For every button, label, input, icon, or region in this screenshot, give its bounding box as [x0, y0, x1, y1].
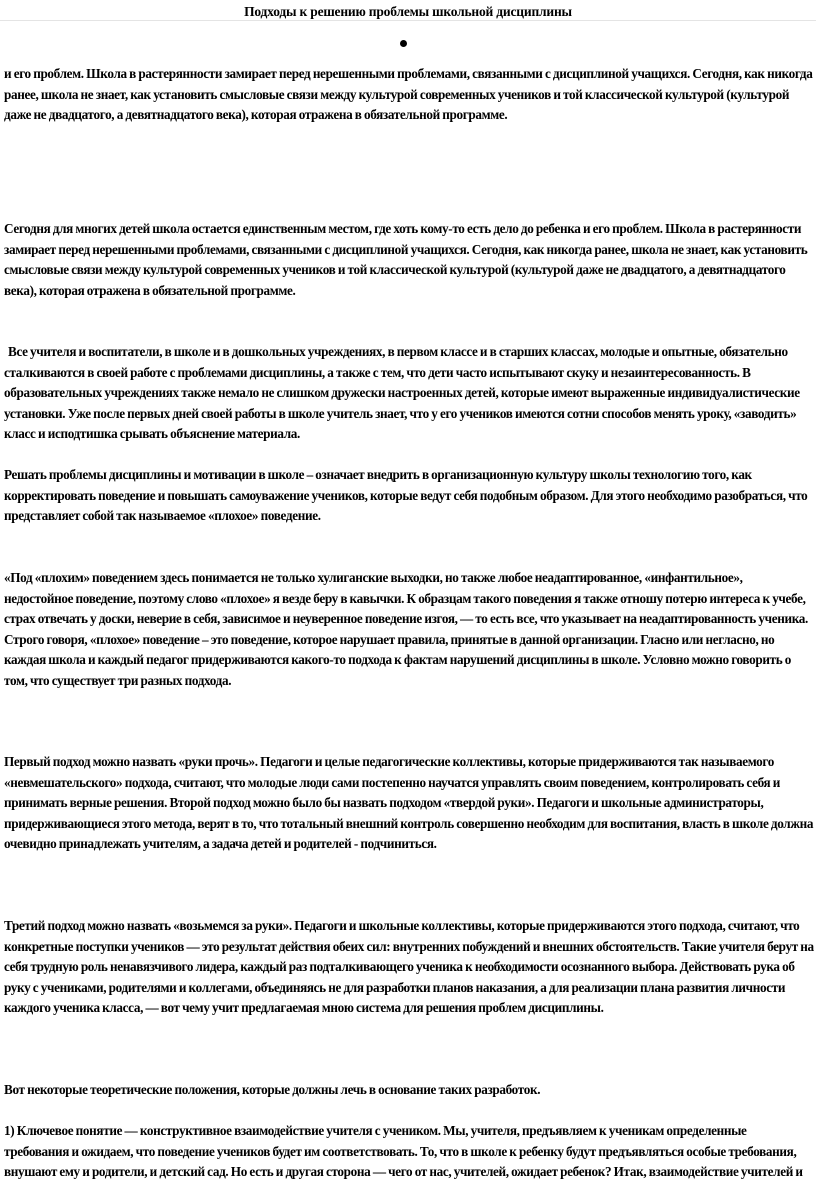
bullet-icon	[400, 40, 407, 47]
title-divider	[0, 20, 816, 21]
paragraph-fragment: и его проблем. Школа в растерянности замирает перед нерешенными проблемами, связанными с дисциплиной учащихся. Сегодня, как никогда ранее, школа не знает, как установить смысловые связи между культурой современных учеников и той классической культурой (культурой даже не двадцатого, а девятнадцатого века), которая отражена в обязательной программе.	[4, 66, 813, 122]
paragraph-2: Все учителя и воспитатели, в школе и в дошкольных учреждениях, в первом классе и в старших классах, молодые и опытные, обязательно сталкиваются в своей работе с проблемами дисциплины, а также с тем, что дети часто испытывают скуку и незаинтересованность. В образовательных учреждениях также немало не слишком дружески настроенных детей, которые имеют выраженные индивидуалистические установки. Уже после первых дней своей работы в школе учитель знает, что у его учеников имеются сотни способов менять уроку, «заводить» класс и исподтишка срывать объяснение материала.	[4, 344, 800, 441]
paragraph-5: Первый подход можно назвать «руки прочь». Педагоги и целые педагогические коллективы, которые придерживаются так называемого «невмешательского» подхода, считают, что молодые люди сами постепенно научатся управлять своим поведением, контролировать себя и принимать верные решения. Второй подход можно было бы назвать подходом «твердой руки». Педагоги и школьные администраторы, придерживающиеся этого метода, верят в то, что тотальный внешний контроль совершенно необходим для воспитания, власть в школе должна очевидно принадлежать учителям, а задача детей и родителей - подчиниться.	[4, 754, 814, 851]
paragraph-3: Решать проблемы дисциплины и мотивации в школе – означает внедрить в организационную культуру школы технологию того, как корректировать поведение и повышать самоуважение учеников, которые ведут себя подобным образом. Для этого необходимо разобраться, что представляет собой так называемое «плохое» поведение.	[4, 467, 808, 523]
paragraph-8: 1) Ключевое понятие — конструктивное взаимодействие учителя с учеником. Мы, учителя, предъявляем к ученикам определенные требования и ожидаем, что поведение учеников будет им соответствовать. То, что в школе к ребенку будут предъявляться особые требования, внушают ему и родители, и детский сад. Но есть и другая сторона — чего от нас, учителей, ожидает ребенок? Итак, взаимодействие учителей и	[4, 1123, 803, 1179]
paragraph-1: Сегодня для многих детей школа остается единственным местом, где хоть кому-то есть дело до ребенка и его проблем. Школа в растерянности замирает перед нерешенными проблемами, связанными с дисциплиной учащихся. Сегодня, как никогда ранее, школа не знает, как установить смысловые связи между культурой современных учеников и той классической культурой (культурой даже не двадцатого, а девятнадцатого века), которая отражена в обязательной программе.	[4, 221, 808, 298]
paragraph-4: «Под «плохим» поведением здесь понимается не только хулиганские выходки, но также любое неадаптированное, «инфантильное», недостойное поведение, поэтому слово «плохое» я везде беру в кавычки. К образцам такого поведения я также отношу потерю интереса к учебе, страх отвечать у доски, неверие в себя, зависимое и неуверенное поведение изгоя, — то есть все, что указывает на неадаптированность ученика. Строго говоря, «плохое» поведение – это поведение, которое нарушает правила, принятые в данной организации. Гласно или негласно, но каждая школа и каждый педагог придерживаются какого-то подхода к фактам нарушений дисциплины в школе. Условно можно говорить о том, что существует три разных подхода.	[4, 570, 808, 688]
document-title: Подходы к решению проблемы школьной дисциплины	[244, 4, 572, 19]
paragraph-7: Вот некоторые теоретические положения, которые должны лечь в основание таких разработок.	[4, 1082, 541, 1097]
paragraph-6: Третий подход можно назвать «возьмемся за руки». Педагоги и школьные коллективы, которые придерживаются этого подхода, считают, что конкретные поступки учеников — это результат действия обеих сил: внутренних побуждений и внешних обстоятельств. Такие учителя берут на себя трудную роль ненавязчивого лидера, каждый раз подталкивающего ученика к необходимости осознанного выбора. Действовать рука об руку с учениками, родителями и коллегами, объединяясь не для разработки планов наказания, а для реализации плана развития личности каждого ученика класса, — вот чему учит предлагаемая мною система для решения проблем дисциплины.	[4, 918, 814, 1015]
